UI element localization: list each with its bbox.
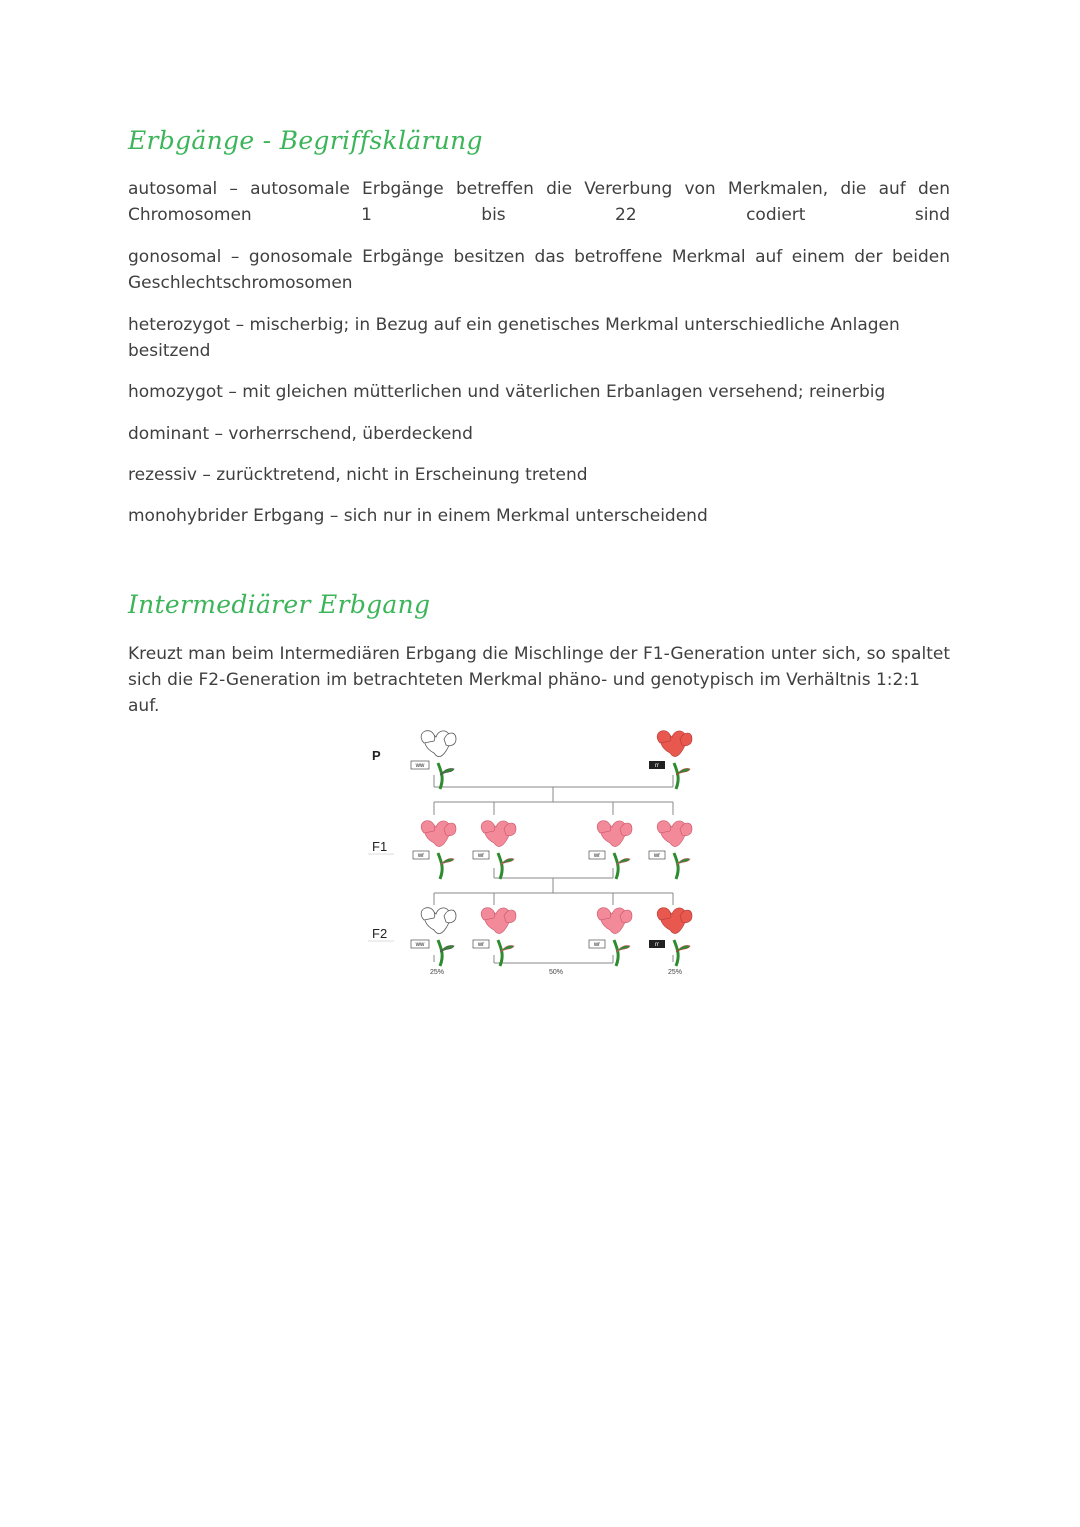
flower-f1-4 xyxy=(657,821,692,879)
genotype-label: rr xyxy=(655,763,659,769)
term-autosomal xyxy=(128,176,950,228)
term-dominant: dominant – vorherrschend, überdeckend xyxy=(128,424,473,444)
generation-label-p: P xyxy=(372,748,381,763)
intermediaer-description xyxy=(128,641,950,719)
flower-f2-pink-2 xyxy=(597,908,632,966)
term-gonosomal xyxy=(128,244,950,296)
flower-f1-2 xyxy=(481,821,516,879)
genotype-label: wr xyxy=(593,853,601,859)
term-line: gonosomal – gonosomale Erbgänge besitzen das betroffene Merkmal auf einem der beiden xyxy=(128,247,950,267)
flower-f1-3 xyxy=(597,821,632,879)
term-homozygot: homozygot – mit gleichen mütterlichen und väterlichen Erbanlagen versehend; reinerbig xyxy=(128,382,886,402)
term-heterozygot xyxy=(128,312,950,364)
term-monohybrid: monohybrider Erbgang – sich nur in einem Merkmal unterscheidend xyxy=(128,506,708,526)
genotype-label: rr xyxy=(655,942,659,948)
description-line: Kreuzt man beim Intermediären Erbgang die Mischlinge der F1-Generation unter sich, so spaltet xyxy=(128,644,950,664)
genotype-label: wr xyxy=(477,942,485,948)
term-line: besitzend xyxy=(128,341,211,361)
term-line: heterozygot – mischerbig; in Bezug auf ein genetisches Merkmal unterschiedliche Anlagen xyxy=(128,315,900,335)
inheritance-diagram xyxy=(360,725,705,985)
genotype-label: wr xyxy=(477,853,485,859)
section-title-intermediaer: Intermediärer Erbgang xyxy=(128,590,431,619)
term-line: Chromosomen 1 bis 22 codiert sind xyxy=(128,205,950,225)
flower-f2-white xyxy=(421,908,456,966)
percentage-right: 25% xyxy=(667,969,683,976)
genotype-label: wr xyxy=(593,942,601,948)
flower-f2-pink-1 xyxy=(481,908,516,966)
genotype-label: ww xyxy=(415,942,425,948)
flower-f1-1 xyxy=(421,821,456,879)
term-line: Geschlechtschromosomen xyxy=(128,273,353,293)
genotype-label: wr xyxy=(417,853,425,859)
percentage-middle: 50% xyxy=(548,969,564,976)
term-rezessiv: rezessiv – zurücktretend, nicht in Erscheinung tretend xyxy=(128,465,588,485)
generation-label-f1: F1 xyxy=(372,839,388,854)
genotype-label: ww xyxy=(415,763,425,769)
term-line: autosomal – autosomale Erbgänge betreffen die Vererbung von Merkmalen, die auf den xyxy=(128,179,950,199)
genotype-label: wr xyxy=(653,853,661,859)
flower-p-white xyxy=(421,731,456,789)
percentage-left: 25% xyxy=(429,969,445,976)
section-title-erbgaenge: Erbgänge - Begriffsklärung xyxy=(128,126,483,155)
flower-f2-red xyxy=(657,908,692,966)
description-line: sich die F2-Generation im betrachteten Merkmal phäno- und genotypisch im Verhältnis 1:2:1 auf. xyxy=(128,670,920,716)
flower-p-red xyxy=(657,731,692,789)
generation-label-f2: F2 xyxy=(372,926,388,941)
